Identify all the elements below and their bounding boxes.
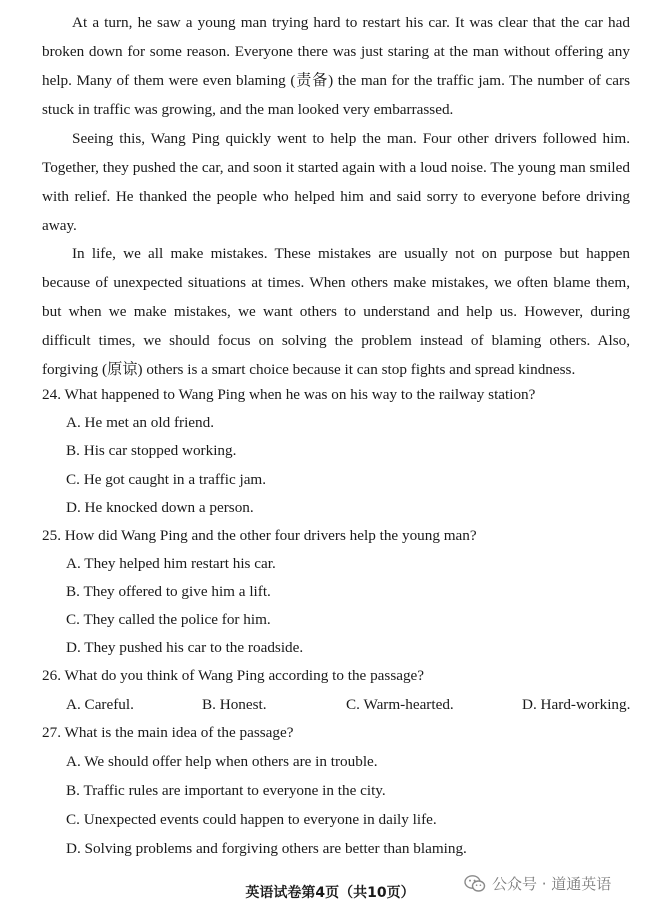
answer-option: B. His car stopped working. xyxy=(66,442,237,459)
answer-option: D. He knocked down a person. xyxy=(66,499,254,516)
answer-option: D. Hard-working. xyxy=(522,696,631,713)
passage-paragraph: In life, we all make mistakes. These mistakes are usually not on purpose but happen because of unexpected situations at times. When others make mistakes, we often blame them, but when we make mistakes, we want others to understand and help us. However, during difficult times, we should focus on solving the problem instead of blaming others. Also, forgiving (原谅) others is a smart choice because it can stop fights and spread kindness. xyxy=(42,245,630,378)
answer-option: A. They helped him restart his car. xyxy=(66,555,276,572)
answer-option: D. They pushed his car to the roadside. xyxy=(66,639,304,656)
passage-paragraph: At a turn, he saw a young man trying hard to restart his car. It was clear that the car had broken down for some reason. Everyone there was just staring at the man without offering any help. Many of them were even blaming (责备) the man for the traffic jam. The number of cars stuck in traffic was growing, and the man looked very embarrassed. xyxy=(42,14,630,118)
question-stem: 25. How did Wang Ping and the other four drivers help the young man? xyxy=(42,527,477,544)
answer-option: C. They called the police for him. xyxy=(66,611,271,628)
question-stem: 26. What do you think of Wang Ping according to the passage? xyxy=(42,667,425,684)
answer-option: C. Warm-hearted. xyxy=(346,696,454,713)
answer-option: B. They offered to give him a lift. xyxy=(66,583,271,600)
answer-option: A. We should offer help when others are in trouble. xyxy=(66,753,378,770)
answer-option: A. Careful. xyxy=(66,696,134,713)
answer-option: C. He got caught in a traffic jam. xyxy=(66,471,267,488)
answer-option: B. Honest. xyxy=(202,696,267,713)
passage-paragraph: Seeing this, Wang Ping quickly went to help the man. Four other drivers followed him. Together, they pushed the car, and soon it started again with a loud noise. The young man smiled with relief. He thanked the people who helped him and said sorry to everyone before driving away. xyxy=(42,130,630,234)
answer-option: D. Solving problems and forgiving others are better than blaming. xyxy=(66,840,467,857)
watermark-text: 公众号 · 道通英语 xyxy=(492,875,612,893)
answer-option: B. Traffic rules are important to everyone in the city. xyxy=(66,782,386,799)
account-watermark xyxy=(464,873,611,894)
question-stem: 27. What is the main idea of the passage? xyxy=(42,724,294,741)
answer-option: C. Unexpected events could happen to everyone in daily life. xyxy=(66,811,437,828)
wechat-icon xyxy=(464,874,486,894)
page-number-footer: 英语试卷第4页（共10页） xyxy=(245,885,415,901)
answer-option: A. He met an old friend. xyxy=(66,414,215,431)
question-stem: 24. What happened to Wang Ping when he was on his way to the railway station? xyxy=(42,386,536,403)
